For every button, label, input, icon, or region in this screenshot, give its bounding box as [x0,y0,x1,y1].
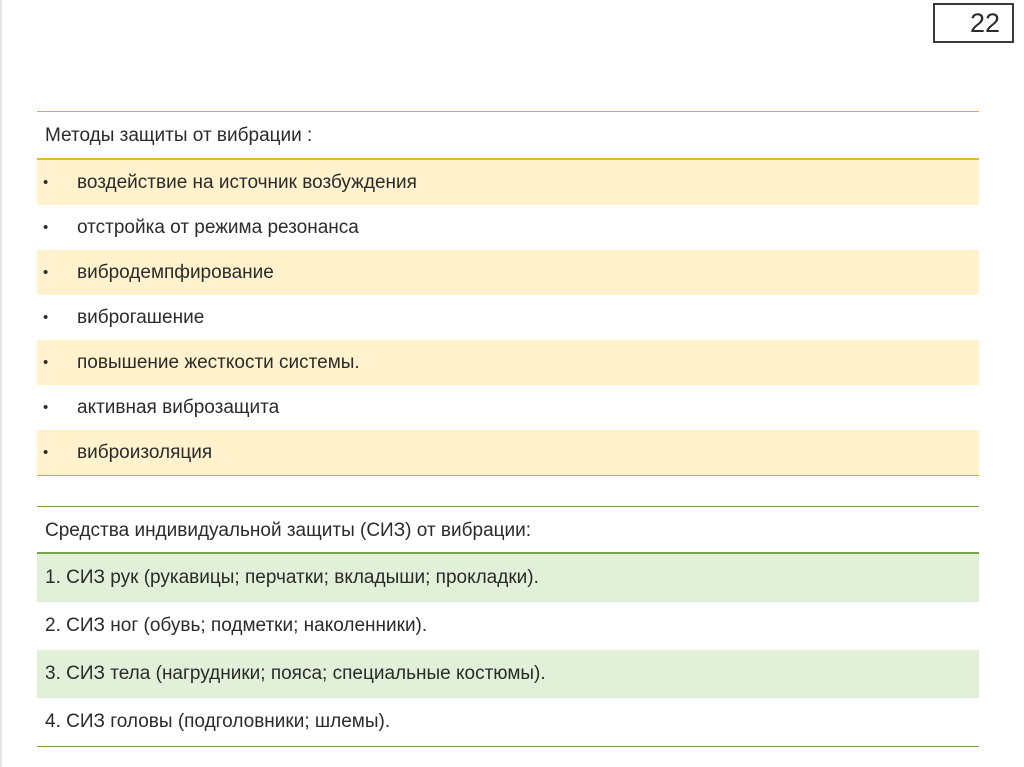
methods-item [37,295,979,340]
methods-item [37,385,979,430]
ppe-item: 1. СИЗ рук (рукавицы; перчатки; вкладыши; прокладки). [37,554,979,602]
ppe-table [37,506,979,747]
methods-item-text: воздействие на источник возбуждения [77,172,417,193]
bullet-icon: • [43,264,49,281]
ppe-item: 2. СИЗ ног (обувь; подметки; наколенники). [45,615,428,636]
methods-item-text: вибродемпфирование [77,262,274,283]
methods-item [37,340,979,385]
methods-item-text: активная виброзащита [77,397,280,418]
bullet-icon: • [43,399,49,416]
methods-item-text: виброизоляция [77,442,213,463]
ppe-item: 4. СИЗ головы (подголовники; шлемы). [45,711,391,732]
methods-item-text: отстройка от режима резонанса [77,217,359,238]
methods-item [37,430,979,475]
bullet-icon: • [43,174,49,191]
bullet-icon: • [43,354,49,371]
bullet-icon: • [43,219,49,236]
methods-item [37,205,979,250]
ppe-item: 3. СИЗ тела (нагрудники; пояса; специальные костюмы). [37,650,979,698]
ppe-header: Средства индивидуальной защиты (СИЗ) от вибрации: [37,507,979,554]
bullet-icon: • [43,309,49,326]
slide-edge [0,0,2,767]
methods-table [37,111,979,476]
methods-header: Методы защиты от вибрации : [37,112,979,160]
methods-item [37,250,979,295]
methods-item-text: виброгашение [77,307,205,328]
page-number: 22 [933,3,1014,43]
bullet-icon: • [43,444,49,461]
methods-item [37,160,979,205]
methods-item-text: повышение жесткости системы. [77,352,360,373]
